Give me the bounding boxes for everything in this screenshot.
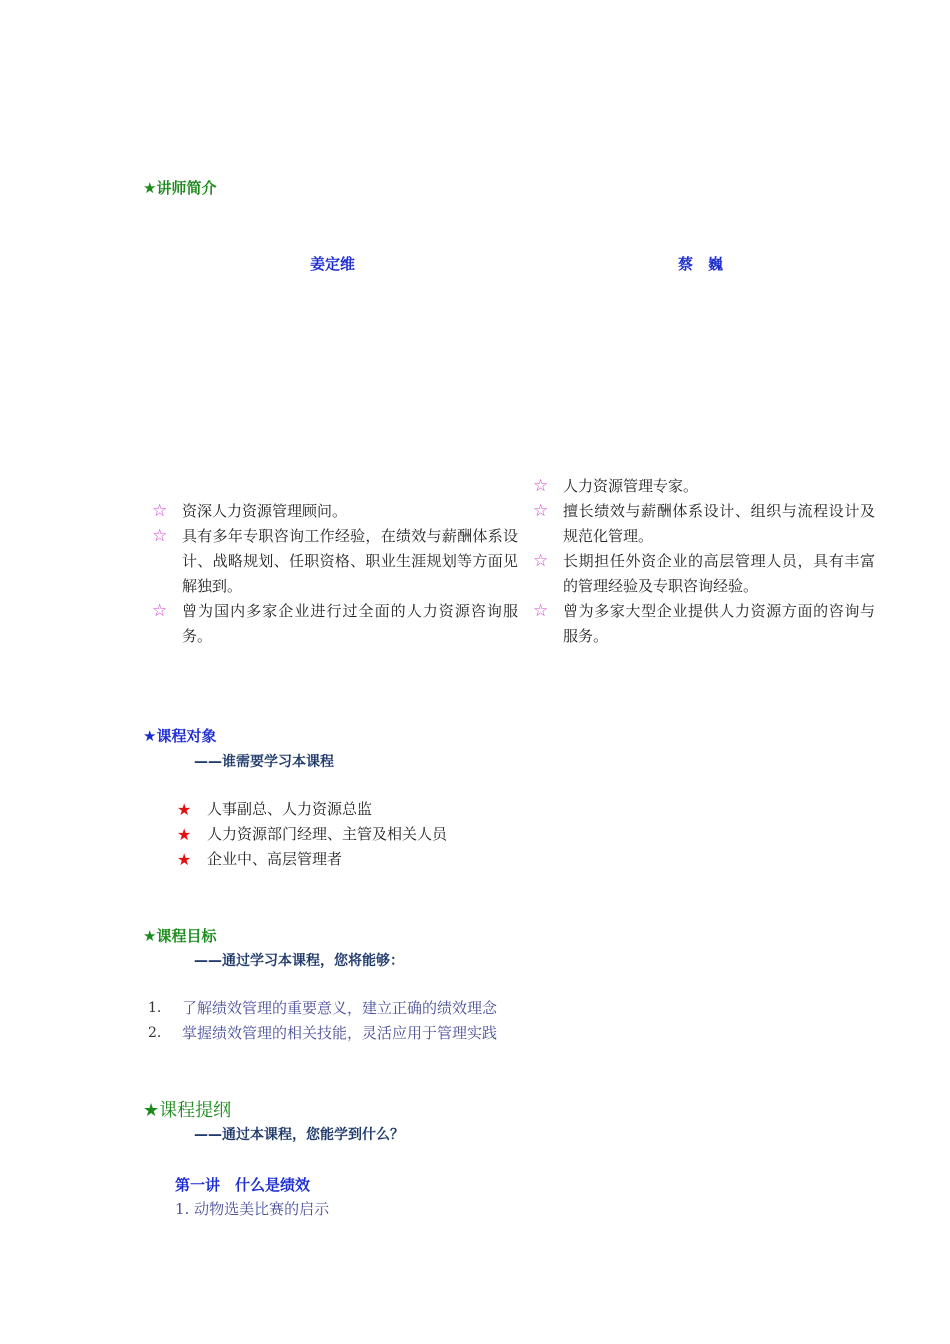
red-star-icon: ★ (177, 800, 192, 819)
star-outline-icon: ☆ (533, 551, 549, 571)
star-outline-icon: ☆ (152, 601, 168, 621)
bio-item: ☆ 曾为国内多家企业进行过全面的人力资源咨询服务。 (152, 601, 518, 645)
lecture-item: 1. 动物选美比赛的启示 (175, 1200, 330, 1218)
list-number: 2. (148, 1025, 162, 1041)
star-outline-icon: ☆ (152, 526, 168, 546)
section-title-audience: ★课程对象 (143, 727, 217, 745)
bio-item: ☆ 具有多年专职咨询工作经验，在绩效与薪酬体系设计、战略规划、任职资格、职业生涯规划等方面见解独到。 (152, 526, 518, 595)
bio-item: ☆ 曾为多家大型企业提供人力资源方面的咨询与服务。 (533, 601, 875, 645)
list-item: ★ 企业中、高层管理者 (177, 847, 577, 872)
red-star-icon: ★ (177, 850, 192, 869)
section-title-outline: ★课程提纲 (143, 1100, 232, 1121)
star-outline-icon: ☆ (152, 501, 168, 521)
section-subtitle-audience: ——谁需要学习本课程 (194, 754, 334, 770)
list-item: ★ 人力资源部门经理、主管及相关人员 (177, 822, 577, 847)
section-subtitle-outline: ——通过本课程，您能学到什么？ (194, 1127, 404, 1143)
list-item: 1. 了解绩效管理的重要意义，建立正确的绩效理念 (148, 996, 568, 1021)
goals-list (148, 996, 568, 1046)
instructor-bio-2 (533, 474, 875, 649)
instructor-name-1: 姜定维 (310, 255, 356, 273)
section-title-instructors: ★讲师简介 (143, 179, 217, 197)
list-item: ★ 人事副总、人力资源总监 (177, 797, 577, 822)
star-outline-icon: ☆ (533, 601, 549, 621)
star-outline-icon: ☆ (533, 501, 549, 521)
star-outline-icon: ☆ (533, 476, 549, 496)
section-title-goals: ★课程目标 (143, 927, 217, 945)
lecture-title: 第一讲 什么是绩效 (175, 1176, 311, 1194)
bio-item: ☆ 长期担任外资企业的高层管理人员，具有丰富的管理经验及专职咨询经验。 (533, 551, 875, 595)
bio-item: ☆ 人力资源管理专家。 (533, 474, 875, 499)
bio-item: ☆ 擅长绩效与薪酬体系设计、组织与流程设计及规范化管理。 (533, 501, 875, 545)
list-number: 1. (148, 1000, 162, 1016)
list-item: 2. 掌握绩效管理的相关技能，灵活应用于管理实践 (148, 1021, 568, 1046)
instructor-bio-1 (152, 499, 518, 649)
audience-list (177, 797, 577, 872)
section-subtitle-goals: ——通过学习本课程，您将能够： (194, 953, 404, 969)
bio-item: ☆ 资深人力资源管理顾问。 (152, 499, 518, 524)
red-star-icon: ★ (177, 825, 192, 844)
instructor-name-2: 蔡 巍 (678, 255, 724, 273)
